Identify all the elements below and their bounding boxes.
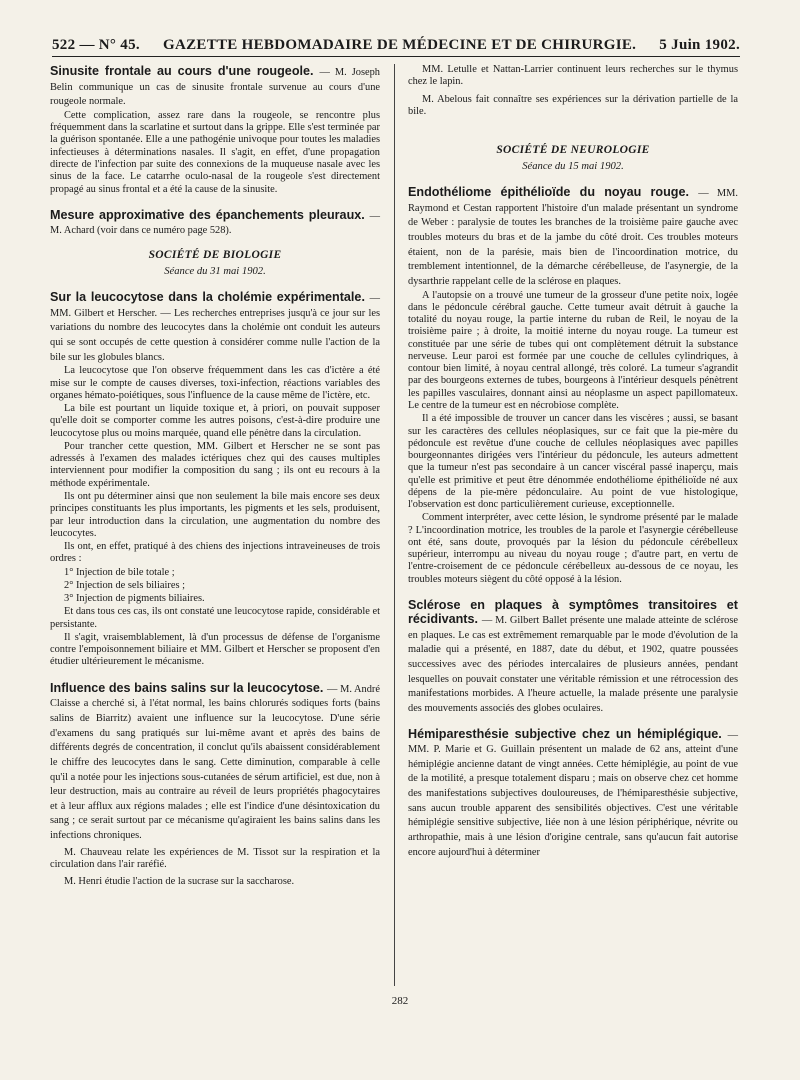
leucocytose-paragraph-5: Ils ont pu déterminer ainsi que non seulement la bile mais encore ses deux principes constituants les plus importants, les pigments et les sels, produisent, par leur introduction dans la circulation, une augmentation du nombre des leucocytes.	[50, 490, 380, 539]
list-item: 3° Injection de pigments biliaires.	[64, 593, 205, 605]
article-sinusite-lead: — M. Joseph Belin communique un cas de sinusite frontale survenue au cours d'une rougeole normale.	[50, 67, 380, 108]
seance-biologie-date: Séance du 31 mai 1902.	[164, 265, 266, 277]
list-item: 1° Injection de bile totale ;	[64, 566, 175, 578]
page-number: 282	[391, 995, 409, 1007]
article-leucocytose-lead: — MM. Gilbert et Herscher. — Les recherches entreprises jusqu'à ce jour sur les variations du nombre des leucocytes dans la cholémie ont conduit les auteurs qui se sont occupés de cette question à considérer comme nulle l'action de la bile sur les globules blancs.	[50, 293, 381, 363]
right-column	[408, 64, 738, 860]
article-mesure-title: Mesure approximative des épanchements pleuraux. — M. Achard (voir dans ce numéro page 528).	[50, 207, 381, 237]
bains-paragraph-henri: M. Henri étudie l'action de la sucrase sur la saccharose.	[64, 876, 295, 888]
society-neurologie-heading: SOCIÉTÉ DE NEUROLOGIE	[496, 144, 650, 157]
leucocytose-paragraph-4: Pour trancher cette question, MM. Gilbert et Herscher ne se sont pas adressés à l'examen des malades ictériques chez qui des causes multiples interviennent pour modifier la composition du sang ; ils ont eu recours à la méthode expérimentale.	[50, 440, 380, 489]
article-sinusite-body: Cette complication, assez rare dans la rougeole, se rencontre plus fréquemment dans la scarlatine et surtout dans la grippe. Elle s'est terminée par la guérison spontanée. Elle a une pathogénie univoque pour toutes les maladies infectieuses à déterminations nasales. Il s'agit, en effet, d'une propagation directe de l'infection par suite des connexions de la muqueuse nasale avec les sinus de la face. Le catarrhe oculo-nasal de la rougeole s'est directement propagé au sinus frontal et a été la cause de la sinusite.	[50, 109, 380, 195]
society-biologie-heading: SOCIÉTÉ DE BIOLOGIE	[148, 249, 282, 262]
article-bains-lead: — M. André Claisse a cherché si, à l'état normal, les bains chlorurés sodiques forts (bains salins de Biarritz) avaient une influence sur la leucocytose. D'une série d'examens du sang pratiqués sur lui-même avant et après des bains de différents degrés de concentration, il conclut qu'ils abaissent considérablement le chiffre des leucocytes dans le sang. Cette diminution, comparable à celle qu'il a notée pour les injections sous-cutanées de sérum artificiel, est due, non à leur destruction, mais au contraire au réveil de leurs propriétés phagocytaires et à leur afflux aux régions malades ; elle est l'indice d'une désintoxication du sang ; ce serait surtout par ce mécanisme qu'agiraient les bains salins dans les infections chroniques.	[50, 683, 380, 842]
article-hemiparesthesie-title: Hémiparesthésie subjective chez un hémiplégique. — MM. P. Marie et G. Guillain présentent un malade de 62 ans, atteint d'une hémiplégie ancienne datant de vingt années. Cette hémiplégie, au point de vue de la motilité, a presque totalement disparu ; mais on observe chez cet homme des manifestations subjectives douloureuses, de l'hémiparesthésie subjective, sans aucun trouble apparent des sensibilités objectives. C'est une véritable hémiplégie sensitive subjective, liée non à une lésion périphérique, névrite ou arthropathie, mais à une lésion d'origine centrale, sans qu'aucun fait autorise encore aujourd'hui à déterminer	[408, 726, 739, 858]
article-sclerose-lead: — M. Gilbert Ballet présente une malade atteinte de sclérose en plaques. Le cas est extrêmement remarquable par le mode d'évolution de la maladie qui a présenté, en 1887, date du début, et 1902, quatre poussées successives avec des périodes intercalaires de plusieurs années, pendant lesquelles on pouvait constater une véritable rémission et une rétrocession des manifestations morbides. A l'heure actuelle, la malade présente une paralysie des mouvements associés des globes oculaires.	[408, 615, 739, 714]
article-endotheliome-title: Endothéliome épithélioïde du noyau rouge. — MM. Raymond et Cestan rapportent l'histoire d'un malade présentant un syndrome de Weber : paralysie de toutes les branches de la troisième paire gauche avec troubles moteurs du bras et de la jambe du côté droit. Ces troubles moteurs étaient, non de la parésie, mais bien de l'incoordination motrice, du tremblement intentionnel, de la démarche cérébelleuse, de l'asynergie, de la dysarthrie rappelant celle de la sclérose en plaques.	[408, 185, 739, 287]
seance-neurologie-date: Séance du 15 mai 1902.	[522, 160, 624, 172]
endotheliome-paragraph-3: Il a été impossible de trouver un cancer dans les viscères ; aussi, se basant sur les caractères des cellules néoplasiques, sur ce fait que la pie-mère du pédoncule est revêtue d'une couche de cellules néoplasiques avec papilles bourgeonnantes dirigées vers l'intérieur du pédoncule, les auteurs admettent que la tumeur n'est pas secondaire à un cancer viscéral passé inaperçu, mais qu'elle est primitive et peut être dénommée endothéliome épithélioïde né aux dépens de la pie-mère pédonculaire. Au point de vue histologique, l'observation est donc particulièrement curieuse, exceptionnelle.	[408, 413, 738, 511]
leucocytose-paragraph-3: La bile est pourtant un liquide toxique et, à priori, on pouvait supposer qu'elle doit se comporter comme les autres poisons, c'est-à-dire produire une leucocytose plus ou moins marquée, quand elle pénètre dans la circulation.	[50, 403, 380, 439]
article-sclerose-title: Sclérose en plaques à symptômes transitoires et récidivants. — M. Gilbert Ballet présente une malade atteinte de sclérose en plaques. Le cas est extrêmement remarquable par le mode d'évolution de la maladie qui a présenté, en 1887, date du début, et 1902, quatre poussées successives avec des périodes intercalaires de plusieurs années, pendant lesquelles on pouvait constater une véritable rémission et une rétrocession des manifestations morbides. A l'heure actuelle, la malade présente une paralysie des mouvements associés des globes oculaires.	[408, 597, 739, 714]
leucocytose-paragraph-8: Il s'agit, vraisemblablement, là d'un processus de défense de l'organisme contre l'empoisonnement biliaire et MM. Gilbert et Herscher se proposent d'en étudier ultérieurement le mécanisme.	[50, 631, 380, 668]
injection-list	[50, 567, 380, 606]
endotheliome-paragraph-4: Comment interpréter, avec cette lésion, le syndrome présenté par le malade ? L'incoordination motrice, les troubles de la parole et l'asynergie cérébelleuse ont été, sans doute, provoqués par la lésion du pédoncule cérébelleux supérieur, interrompu au niveau du noyau rouge ; d'autre part, en vertu de l'entre-croisement de ce pédoncule cérébelleux au-dessous de ce noyau, les troubles moteurs siègent du côté opposé à la lésion.	[408, 512, 738, 585]
page-header	[52, 30, 740, 54]
bains-paragraph-chauveau: M. Chauveau relate les expériences de M. Tissot sur la respiration et la circulation dans l'air raréfié.	[50, 846, 380, 871]
header-rule	[52, 56, 740, 57]
leucocytose-paragraph-2: La leucocytose que l'on observe fréquemment dans les cas d'ictère a été mise sur le compte de causes diverses, toxi-infection, réactions variables des organes hémato-poiétiques, sous l'influence de la cause même de l'ictère, etc.	[50, 365, 380, 401]
left-column	[50, 64, 380, 890]
journal-title: GAZETTE HEBDOMADAIRE DE MÉDECINE ET DE CHIRURGIE.	[162, 37, 637, 53]
leucocytose-paragraph-6: Ils ont, en effet, pratiqué à des chiens des injections intraveineuses de trois ordres :	[50, 541, 380, 565]
issue-date: 5 Juin 1902.	[659, 37, 740, 53]
leucocytose-paragraph-7: Et dans tous ces cas, ils ont constaté une leucocytose rapide, considérable et persistante.	[50, 606, 380, 630]
article-sinusite-title: Sinusite frontale au cours d'une rougeole. — M. Joseph Belin communique un cas de sinusite frontale survenue au cours d'une rougeole normale.	[50, 64, 380, 108]
page-issue-number: 522 — N° 45.	[52, 37, 140, 53]
article-hemiparesthesie-lead: — MM. P. Marie et G. Guillain présentent un malade de 62 ans, atteint d'une hémiplégie ancienne datant de vingt années. Cette hémiplégie, au point de vue de la motilité, a presque totalement disparu ; mais on observe chez cet homme des manifestations subjectives douloureuses, de l'hémiparesthésie subjective, sans aucun trouble apparent des sensibilités objectives. C'est une véritable hémiplégie sensitive subjective, liée non à une lésion périphérique, névrite ou arthropathie, mais à une lésion d'origine centrale, sans qu'aucun fait autorise encore aujourd'hui à déterminer	[408, 729, 739, 858]
paragraph-abelous: M. Abelous fait connaître ses expériences sur la dérivation partielle de la bile.	[408, 93, 738, 117]
article-endotheliome-lead: — MM. Raymond et Cestan rapportent l'histoire d'un malade présentant un syndrome de Weber : paralysie de toutes les branches de la troisième paire gauche avec troubles moteurs du bras et de la jambe du côté droit. Ces troubles moteurs étaient, non de la parésie, mais bien de l'incoordination motrice, du tremblement intentionnel, de la démarche cérébelleuse, de l'asynergie, de la dysarthrie rappelant celle de la sclérose en plaques.	[408, 188, 739, 287]
paragraph-letulle: MM. Letulle et Nattan-Larrier continuent leurs recherches sur le thymus chez le lapin.	[408, 64, 738, 88]
column-divider	[394, 64, 395, 986]
article-mesure-lead: — M. Achard (voir dans ce numéro page 528).	[50, 210, 381, 237]
endotheliome-paragraph-2: A l'autopsie on a trouvé une tumeur de la grosseur d'une petite noix, logée dans le pédoncule cérébral gauche. Cette tumeur avait détruit à gauche la totalité du noyau rouge, la partie interne du ruban de Reil, le noyau de la troisième paire ; à droite, la moitié interne du noyau rouge. La tumeur est constituée par une série de tubes qui ont complètement détruit la substance nerveuse. Leur paroi est formée par une couche de cellules cylindriques, à contour bien limité, à noyau central allongé, très coloré. La tumeur s'agrandit par des bourgeons externes de tubes, bourgeons à l'intérieur desquels pénètrent les papilles vasculaires, donnant ainsi au néoplasme un aspect papillomateux. Le centre de la tumeur est en nécrobiose complète.	[408, 289, 738, 411]
article-bains-title: Influence des bains salins sur la leucocytose. — M. André Claisse a cherché si, à l'état normal, les bains chlorurés sodiques forts (bains salins de Biarritz) avaient une influence sur la leucocytose. D'une série d'examens du sang pratiqués sur lui-même avant et après des bains de différents degrés de concentration, il conclut qu'ils abaissent considérablement le chiffre des leucocytes dans le sang. Cette diminution, comparable à celle qu'il a notée pour les injections sous-cutanées de sérum artificiel, est due, non à leur destruction, mais au contraire au réveil de leurs propriétés phagocytaires et à leur afflux aux régions malades ; elle est l'indice d'une désintoxication du sang ; ce serait surtout par ce mécanisme qu'agiraient les bains salins dans les infections chroniques.	[50, 680, 380, 842]
list-item: 2° Injection de sels biliaires ;	[64, 579, 186, 591]
article-leucocytose-title: Sur la leucocytose dans la cholémie expérimentale. — MM. Gilbert et Herscher. — Les recherches entreprises jusqu'à ce jour sur les variations du nombre des leucocytes dans la cholémie ont conduit les auteurs qui se sont occupés de cette question à considérer comme nulle l'action de la bile sur les globules blancs.	[50, 290, 381, 363]
